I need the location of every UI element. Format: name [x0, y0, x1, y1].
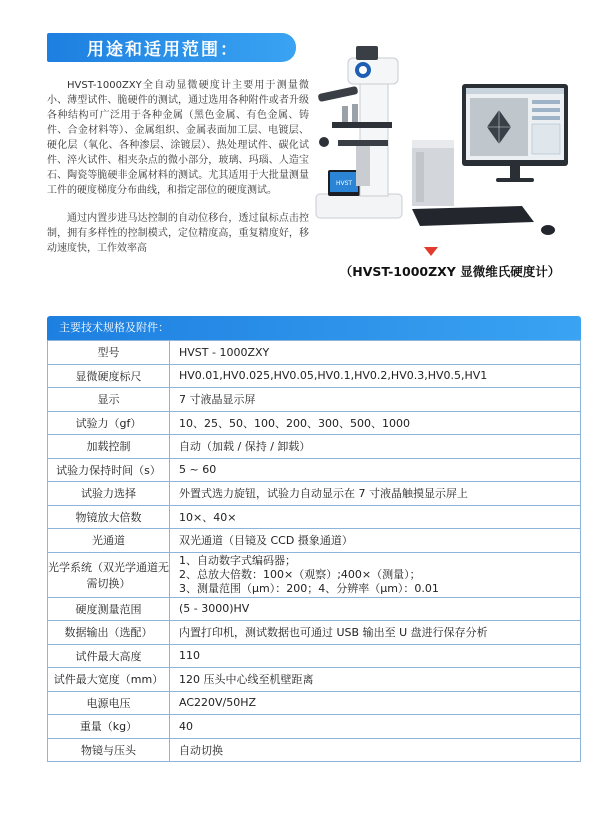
product-caption: （HVST-1000ZXY 显微维氏硬度计） [339, 264, 561, 279]
table-row [48, 435, 581, 459]
intro-paragraph-1: HVST-1000ZXY全自动显微硬度计主要用于测量微小、薄型试件、脆硬件的测试，通过选用各种附件或者升级各种结构可广泛用于各种金属（黑色金属、有色金属、铸件、合金材料等）、金属组织、金属表面加工层、电镀层、硬化层（氧化、各种渗层、涂镀层）、热处理试件、碳化试件、淬火试件、相夹杂点的微小部分，玻璃、玛瑙、人造宝石、陶瓷等脆硬非金属材料的测试。尤其适用于大批量测量工件的硬度梯度分布曲线，和指定部位的硬度测试。 [47, 80, 309, 196]
spec-key: 硬度测量范围 [48, 597, 170, 621]
spec-value: 110 [170, 644, 581, 668]
spec-title-bar [47, 316, 581, 340]
table-row [48, 668, 581, 692]
section-title-banner [47, 33, 296, 62]
table-row [48, 458, 581, 482]
spec-key: 试验力（gf） [48, 411, 170, 435]
spec-value: 双光通道（目镜及 CCD 摄象通道） [170, 529, 581, 553]
table-row [48, 691, 581, 715]
spec-key: 重量（kg） [48, 715, 170, 739]
table-row [48, 738, 581, 762]
spec-key: 型号 [48, 341, 170, 365]
table-row [48, 388, 581, 412]
table-row [48, 411, 581, 435]
spec-value: 自动切换 [170, 738, 581, 762]
spec-value: 自动（加载 / 保持 / 卸载） [170, 435, 581, 459]
device-screen-text: HVST [335, 180, 353, 187]
intro-text [47, 78, 309, 269]
spec-key: 试件最大高度 [48, 644, 170, 668]
spec-value: 40 [170, 715, 581, 739]
spec-key: 电源电压 [48, 691, 170, 715]
spec-key: 显示 [48, 388, 170, 412]
spec-value: HV0.01,HV0.025,HV0.05,HV0.1,HV0.2,HV0.3,HV0.5,HV1 [170, 364, 581, 388]
spec-key: 加载控制 [48, 435, 170, 459]
table-row [48, 341, 581, 365]
spec-value: 10、25、50、100、200、300、500、1000 [170, 411, 581, 435]
spec-value-multiline [170, 552, 581, 597]
spec-table [47, 340, 581, 762]
spec-title: 主要技术规格及附件： [59, 321, 169, 334]
spec-key: 试验力选择 [48, 482, 170, 506]
spec-key: 数据输出（选配） [48, 621, 170, 645]
hardness-tester [316, 46, 402, 218]
caption-arrow-icon [424, 247, 438, 256]
spec-key: 物镜与压头 [48, 738, 170, 762]
spec-key: 试验力保持时间（s） [48, 458, 170, 482]
table-row [48, 621, 581, 645]
table-row [48, 364, 581, 388]
spec-value-line: 2、总放大倍数：100×（观察）;400×（测量）； [179, 567, 421, 581]
keyboard [412, 206, 534, 226]
mouse [541, 225, 555, 235]
spec-value: 120 压头中心线至机壁距离 [170, 668, 581, 692]
table-row [48, 482, 581, 506]
spec-key: 光学系统（双光学通道无需切换） [48, 552, 170, 597]
table-row [48, 644, 581, 668]
spec-value: 外置式选力旋钮，试验力自动显示在 7 寸液晶触摸显示屏上 [170, 482, 581, 506]
spec-key: 试件最大宽度（mm） [48, 668, 170, 692]
spec-value-line: 1、自动数字式编码器； [179, 553, 296, 567]
spec-value: 7 寸液晶显示屏 [170, 388, 581, 412]
product-image [312, 44, 574, 240]
monitor [462, 84, 568, 182]
spec-value: 10×、40× [170, 505, 581, 529]
spec-value: (5 - 3000)HV [170, 597, 581, 621]
table-row [48, 505, 581, 529]
spec-key: 显微硬度标尺 [48, 364, 170, 388]
printer-box [412, 140, 454, 206]
intro-paragraph-2: 通过内置步进马达控制的自动位移台，透过鼠标点击控制，拥有多样性的控制模式，定位精度高，重复精度好，移动速度快，工作效率高 [47, 213, 309, 254]
spec-value: 5 ~ 60 [170, 458, 581, 482]
spec-key: 光通道 [48, 529, 170, 553]
spec-value-line: 3、测量范围（μm）：200；4、分辨率（μm）：0.01 [179, 581, 439, 595]
spec-value: HVST - 1000ZXY [170, 341, 581, 365]
table-row [48, 529, 581, 553]
table-row [48, 715, 581, 739]
table-row [48, 597, 581, 621]
table-row [48, 552, 581, 597]
spec-value: 内置打印机，测试数据也可通过 USB 输出至 U 盘进行保存分析 [170, 621, 581, 645]
section-title: 用途和适用范围： [87, 40, 239, 60]
spec-key: 物镜放大倍数 [48, 505, 170, 529]
spec-value: AC220V/50HZ [170, 691, 581, 715]
